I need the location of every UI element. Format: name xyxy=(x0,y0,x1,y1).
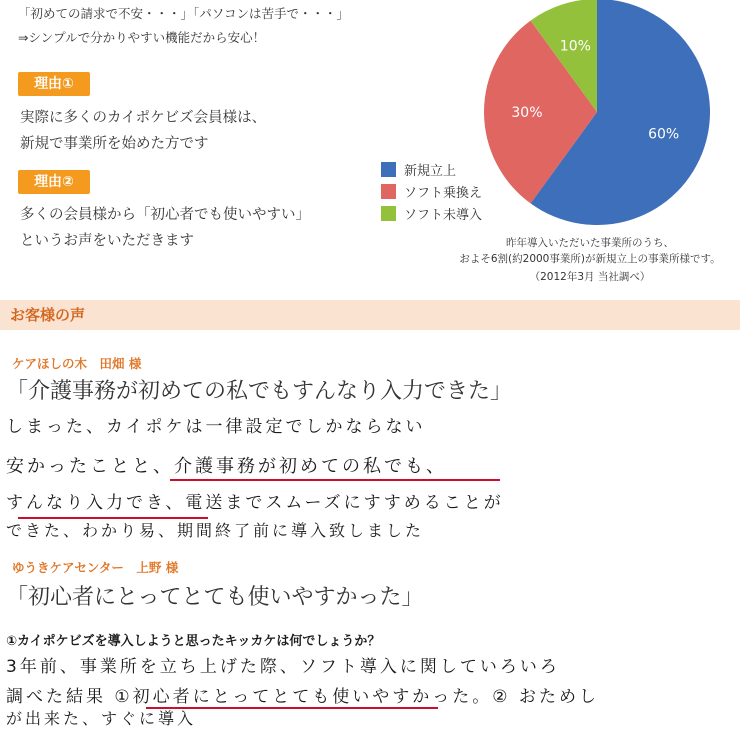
legend-label-new: 新規立上 xyxy=(404,163,457,179)
pie-label-new: 60% xyxy=(648,126,680,143)
reason-1-text-line-1: 実際に多くのカイポケビズ会員様は、 xyxy=(20,110,267,126)
legend-swatch-switch xyxy=(381,184,396,199)
testimonial-2-headline: 「初心者にとってとても使いやすかった」 xyxy=(6,585,424,610)
testimonial-2-handwriting xyxy=(6,626,599,728)
chart-legend xyxy=(381,158,482,224)
legend-item-none xyxy=(381,202,482,224)
intro-line-1: 「初めての請求で不安・・・」「パソコンは苦手で・・・」 xyxy=(18,6,350,21)
legend-item-switch xyxy=(381,180,482,202)
reason-2-badge: 理由② xyxy=(18,170,90,194)
testimonial-1-underline-1 xyxy=(170,479,500,481)
legend-item-new xyxy=(381,158,482,180)
testimonial-1-hw-line-4: できた、わかり易、期間終了前に導入致しました xyxy=(6,521,425,540)
testimonial-1-underline-2 xyxy=(18,517,208,519)
chart-note-line-1: 昨年導入いただいた事業所のうち、 xyxy=(506,237,674,249)
reason-1-text-line-2: 新規で事業所を始めた方です xyxy=(20,136,209,152)
testimonial-2-hw-line-2: 3年前、事業所を立ち上げた際、ソフト導入に関していろいろ xyxy=(6,657,560,677)
testimonial-1-handwriting xyxy=(6,417,518,540)
testimonial-1-hw-line-2: 安かったことと、介護事務が初めての私でも、 xyxy=(6,456,447,477)
legend-label-switch: ソフト乗換え xyxy=(404,185,483,201)
section-header-customer-voice: お客様の声 xyxy=(0,300,740,330)
testimonial-2-underline xyxy=(146,707,438,709)
chart-note-line-2: およそ6割(約2000事業所)が新規立上の事業所様です。 xyxy=(459,253,721,265)
pie-label-switch: 30% xyxy=(511,105,543,121)
testimonial-1-hw-line-3: すんなり入力でき、電送までスムーズにすすめることが xyxy=(6,493,504,513)
pie-chart xyxy=(480,0,720,232)
testimonial-2-customer: ゆうきケアセンター 上野 様 xyxy=(12,560,179,575)
legend-swatch-new xyxy=(381,162,396,177)
testimonial-2-hw-line-1: ①カイポケビズを導入しようと思ったキッカケは何でしょうか？ xyxy=(6,634,381,649)
pie-label-none: 10% xyxy=(559,38,591,55)
testimonial-2-hw-line-3: 調べた結果 ①初心者にとってとても使いやすかった。② おためし xyxy=(6,687,599,707)
reason-2-text-line-2: というお声をいただきます xyxy=(20,233,194,249)
legend-label-none: ソフト未導入 xyxy=(404,207,483,223)
legend-swatch-none xyxy=(381,206,396,221)
chart-note-line-3: （2012年3月 当社調べ） xyxy=(529,271,651,283)
testimonial-1-hw-line-1: しまった、カイポケは一律設定でしかならない xyxy=(6,417,426,437)
testimonial-1-headline: 「介護事務が初めての私でもすんなり入力できた」 xyxy=(6,379,513,404)
reason-1-badge: 理由① xyxy=(18,72,90,96)
testimonial-2-hw-line-4: が出来た、すぐに導入 xyxy=(6,709,197,728)
reason-2-text-line-1: 多くの会員様から「初心者でも使いやすい」 xyxy=(20,207,310,223)
testimonial-1-customer: ケアほしの木 田畑 様 xyxy=(12,356,142,371)
intro-line-2: ⇒シンプルで分かりやすい機能だから安心！ xyxy=(18,30,266,45)
